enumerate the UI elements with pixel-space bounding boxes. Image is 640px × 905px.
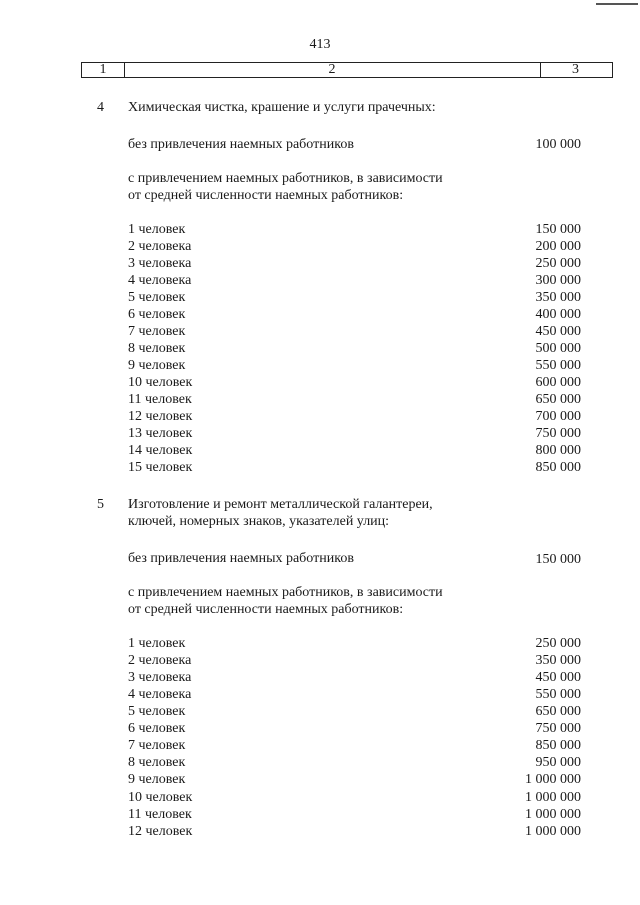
row-value: 1 000 000 bbox=[525, 807, 581, 822]
row-label: 1 человек bbox=[128, 636, 186, 651]
row-label: 7 человек bbox=[128, 738, 186, 753]
column-header-2: 2 bbox=[124, 63, 541, 77]
row-value: 1 000 000 bbox=[525, 790, 581, 805]
row-label: 11 человек bbox=[128, 807, 192, 822]
row-label: 2 человека bbox=[128, 239, 192, 254]
without-employees-value: 100 000 bbox=[535, 137, 581, 152]
row-label: 1 человек bbox=[128, 222, 186, 237]
page-number: 413 bbox=[309, 37, 331, 52]
row-value: 250 000 bbox=[535, 636, 581, 651]
section-title-line: ключей, номерных знаков, указателей улиц: bbox=[128, 514, 390, 529]
row-value: 750 000 bbox=[535, 721, 581, 736]
row-value: 150 000 bbox=[535, 222, 581, 237]
row-label: 12 человек bbox=[128, 409, 193, 424]
row-value: 350 000 bbox=[535, 653, 581, 668]
without-employees-label: без привлечения наемных работников bbox=[128, 551, 354, 566]
section-number: 4 bbox=[97, 100, 104, 115]
section-title-line: Химическая чистка, крашение и услуги прачечных: bbox=[128, 100, 436, 115]
section-title-line: Изготовление и ремонт металлической галантереи, bbox=[128, 497, 433, 512]
row-value: 650 000 bbox=[535, 392, 581, 407]
with-employees-line: от средней численности наемных работников: bbox=[128, 188, 404, 203]
row-value: 500 000 bbox=[535, 341, 581, 356]
row-label: 4 человека bbox=[128, 273, 192, 288]
column-header-table bbox=[81, 62, 613, 78]
row-value: 850 000 bbox=[535, 460, 581, 475]
row-label: 5 человек bbox=[128, 704, 186, 719]
with-employees-line: с привлечением наемных работников, в зависимости bbox=[128, 171, 443, 186]
row-value: 450 000 bbox=[535, 670, 581, 685]
column-header-3: 3 bbox=[572, 62, 579, 77]
row-label: 3 человека bbox=[128, 256, 192, 271]
row-label: 13 человек bbox=[128, 426, 193, 441]
row-value: 700 000 bbox=[535, 409, 581, 424]
row-value: 750 000 bbox=[535, 426, 581, 441]
row-label: 10 человек bbox=[128, 375, 193, 390]
row-label: 9 человек bbox=[128, 772, 186, 787]
row-value: 550 000 bbox=[535, 687, 581, 702]
row-value: 450 000 bbox=[535, 324, 581, 339]
row-value: 600 000 bbox=[535, 375, 581, 390]
row-value: 1 000 000 bbox=[525, 772, 581, 787]
row-label: 7 человек bbox=[128, 324, 186, 339]
without-employees-label: без привлечения наемных работников bbox=[128, 137, 354, 152]
row-label: 9 человек bbox=[128, 358, 186, 373]
row-value: 200 000 bbox=[535, 239, 581, 254]
row-label: 6 человек bbox=[128, 307, 186, 322]
row-value: 1 000 000 bbox=[525, 824, 581, 839]
row-label: 6 человек bbox=[128, 721, 186, 736]
row-value: 350 000 bbox=[535, 290, 581, 305]
row-label: 15 человек bbox=[128, 460, 193, 475]
row-value: 950 000 bbox=[535, 755, 581, 770]
row-label: 8 человек bbox=[128, 341, 186, 356]
row-label: 10 человек bbox=[128, 790, 193, 805]
with-employees-line: от средней численности наемных работников: bbox=[128, 602, 404, 617]
row-label: 14 человек bbox=[128, 443, 193, 458]
with-employees-line: с привлечением наемных работников, в зависимости bbox=[128, 585, 443, 600]
column-header-1: 1 bbox=[82, 63, 125, 77]
row-label: 5 человек bbox=[128, 290, 186, 305]
row-value: 250 000 bbox=[535, 256, 581, 271]
row-value: 800 000 bbox=[535, 443, 581, 458]
row-value: 300 000 bbox=[535, 273, 581, 288]
row-label: 3 человека bbox=[128, 670, 192, 685]
row-value: 400 000 bbox=[535, 307, 581, 322]
scan-corner-mark bbox=[596, 3, 638, 5]
row-label: 2 человека bbox=[128, 653, 192, 668]
row-label: 4 человека bbox=[128, 687, 192, 702]
section-number: 5 bbox=[97, 497, 104, 512]
row-value: 850 000 bbox=[535, 738, 581, 753]
row-value: 550 000 bbox=[535, 358, 581, 373]
row-label: 11 человек bbox=[128, 392, 192, 407]
row-label: 8 человек bbox=[128, 755, 186, 770]
row-value: 650 000 bbox=[535, 704, 581, 719]
without-employees-value: 150 000 bbox=[535, 552, 581, 567]
row-label: 12 человек bbox=[128, 824, 193, 839]
